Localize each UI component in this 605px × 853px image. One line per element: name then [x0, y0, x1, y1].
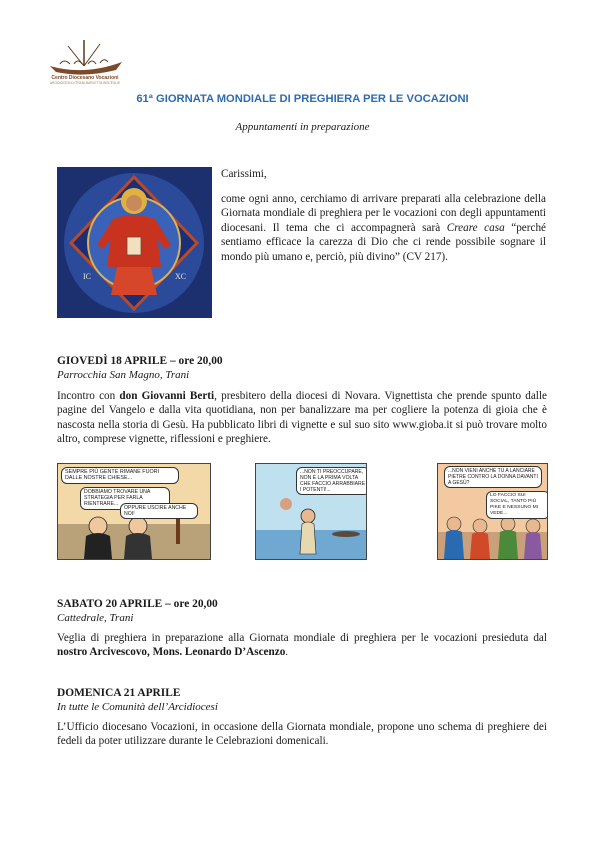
comic-1-bubble-3: OPPURE USCIRE ANCHE NOI! [120, 503, 198, 519]
event-1-heading: GIOVEDÌ 18 APRILE – ore 20,00 [57, 355, 223, 367]
event-2-desc-part2: . [285, 646, 289, 659]
page-subtitle: Appuntamenti in preparazione [235, 121, 370, 133]
letter-greeting: Carissimi, [221, 168, 267, 180]
comic-2-bubble-1: ...NON TI PREOCCUPARE, NON È LA PRIMA VOLTA CHE FACCIO ARRABBIARE I POTENTI!... [296, 467, 367, 495]
event-3-heading: DOMENICA 21 APRILE [57, 687, 181, 699]
comic-strip-3 [437, 463, 548, 560]
comic-strip-1 [57, 463, 211, 560]
letter-body-part2: “perché sentiamo efficace la carezza di Dio che ci rende possibile sognare il mondo più umano e, perciò, più divino” (CV 217). [221, 221, 547, 263]
event-2-desc-bold: nostro Arcivescovo, Mons. Leonardo D’Ascenzo [57, 646, 286, 659]
letter-body [221, 192, 546, 264]
icon-right-letters: XC [175, 272, 187, 281]
letter-body-part1: come ogni anno, cerchiamo di arrivare preparati alla celebrazione della Giornata mondiale di preghiera per le vocazioni con degli appuntamenti diocesani. Il tema che ci accompagnerà sarà [221, 193, 546, 234]
comic-1-bubble-1: SEMPRE PIÙ GENTE RIMANE FUORI DALLE NOSTRE CHIESE... [61, 467, 179, 484]
letter-body-emphasis: Creare casa [446, 221, 505, 234]
event-1-description [57, 389, 547, 447]
event-3-description: L’Ufficio diocesano Vocazioni, in occasione della Giornata mondiale, propone uno schema di preghiere dei fedeli da poter utilizzare durante le Celebrazioni domenicali. [57, 721, 547, 748]
logo-tagline: ARCIDIOCESI DI TRANI-BARLETTA-BISCEGLIE [49, 81, 121, 85]
event-2-desc-part1: Veglia di preghiera in preparazione alla Giornata mondiale di preghiera per le vocazioni presieduta dal [57, 632, 547, 644]
comic-3-bubble-1: ...NON VIENI ANCHE TU A LANCIARE PIETRE CONTRO LA DONNA DAVANTI A GESÙ? [444, 466, 542, 488]
event-1-place: Parrocchia San Magno, Trani [57, 369, 190, 381]
event-1-desc-part2: , presbitero della diocesi di Novara. Vignettista che prende spunto dalle pagine del Vangelo e dalla vita quotidiana, non per banalizzare ma per cogliere la potenza di gioia che è nascosta nella storia di Gesù. Ha pubblicato libri di vignette e sul suo sito www.gioba.it si può trovare molto altro, comprese vignette, riflessioni e preghiere. [57, 390, 547, 446]
event-1-desc-bold: don Giovanni Berti [119, 390, 215, 402]
christ-pantocrator-icon-image [57, 167, 212, 318]
icon-left-letters: IC [83, 272, 91, 281]
event-2-heading: SABATO 20 APRILE – ore 20,00 [57, 598, 218, 610]
comic-strip-2 [255, 463, 367, 560]
event-1-desc-part1: Incontro con [57, 390, 120, 402]
comic-3-bubble-2: LO FACCIO SUI SOCIAL, TANTO PIÙ PIKE E NESSUNO MI VEDE... [486, 491, 548, 519]
event-2-place: Cattedrale, Trani [57, 612, 134, 624]
event-2-description [57, 631, 547, 660]
page-title: 61ª GIORNATA MONDIALE DI PREGHIERA PER LE VOCAZIONI [136, 93, 469, 105]
comic-1-bubble-2: DOBBIAMO TROVARE UNA STRATEGIA PER FARLA RIENTRARE... [80, 487, 170, 510]
event-3-place: In tutte le Comunità dell’Arcidiocesi [57, 701, 218, 713]
logo-name: Centro Diocesano Vocazioni [51, 75, 119, 81]
